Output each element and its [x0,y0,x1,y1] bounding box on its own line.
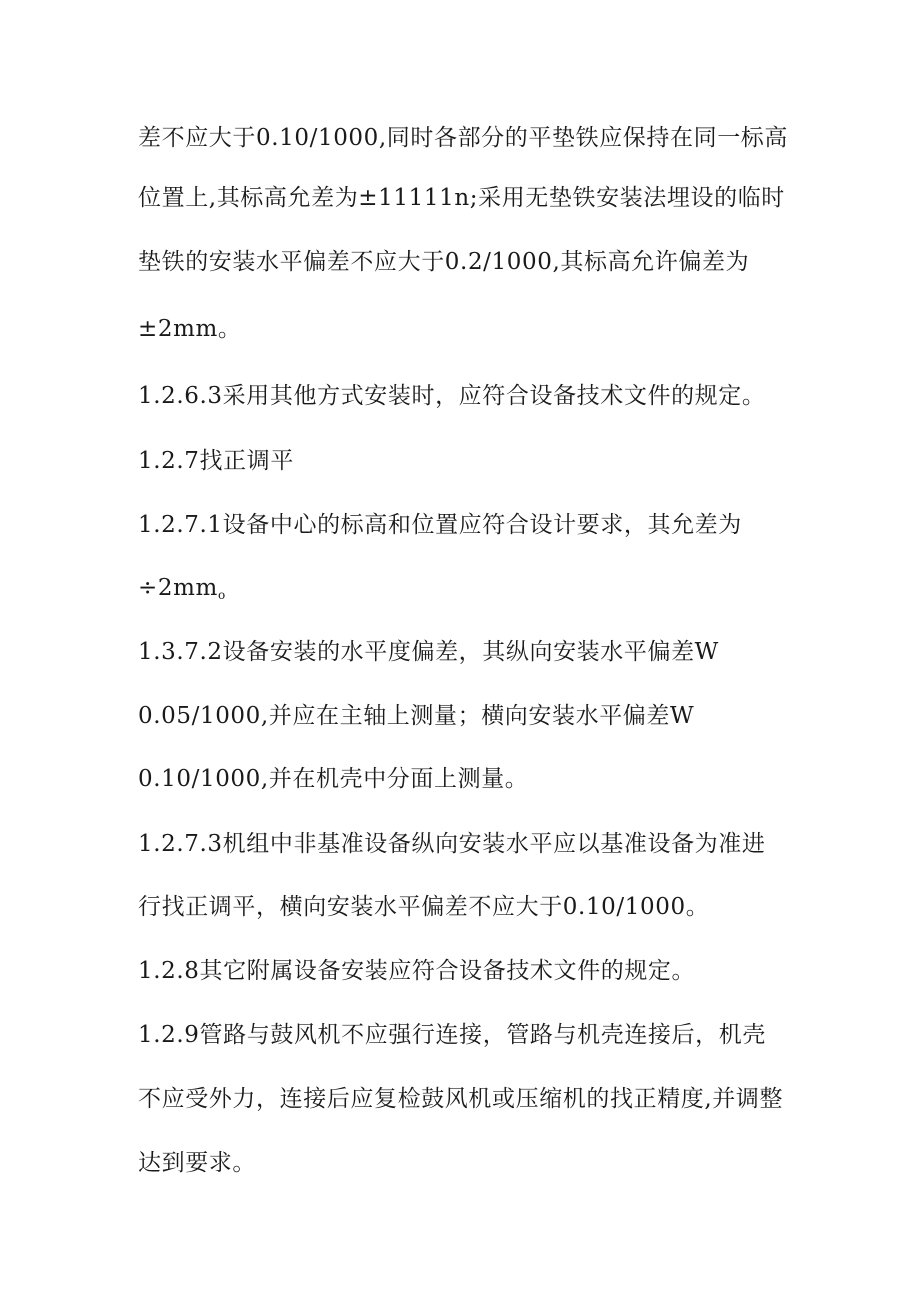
text-line-17: 达到要求。 [138,1150,256,1176]
text-line-8-main: ÷2mm [138,575,218,601]
text-line-13: 行找正调平，横向安装水平偏差不应大于0.10/1000。 [138,894,710,920]
text-line-3: 垫铁的安装水平偏差不应大于0.2/1000,其标高允许偏差为 [138,249,750,275]
text-line-8 [138,573,798,610]
text-line-6: 1.2.7找正调平 [138,448,294,474]
text-line-15: 1.2.9管路与鼓风机不应强行连接，管路与机壳连接后，机壳 [138,1022,766,1048]
text-line-9: 1.3.7.2设备安装的水平度偏差，其纵向安装水平偏差W [138,639,719,665]
text-line-10: 0.05/1000,并应在主轴上测量；横向安装水平偏差W [138,703,695,729]
text-line-11: 0.10/1000,并在机壳中分面上测量。 [138,766,529,792]
text-line-14: 1.2.8其它附属设备安装应符合设备技术文件的规定。 [138,958,696,984]
text-line-12: 1.2.7.3机组中非基准设备纵向安装水平应以基准设备为准进 [138,831,766,857]
text-line-5: 1.2.6.3采用其他方式安装时，应符合设备技术文件的规定。 [138,383,766,409]
text-line-4: ±2mm。 [138,316,242,342]
text-line-16: 不应受外力，连接后应复检鼓风机或压缩机的找正精度,并调整 [138,1086,784,1112]
text-line-2: 位置上,其标高允差为±11111n;采用无垫铁安装法埋设的临时 [138,185,785,211]
text-line-7: 1.2.7.1设备中心的标高和位置应符合设计要求，其允差为 [138,512,742,538]
subscript-o: o [217,588,226,602]
text-line-1: 差不应大于0.10/1000,同时各部分的平垫铁应保持在同一标高 [138,125,789,151]
